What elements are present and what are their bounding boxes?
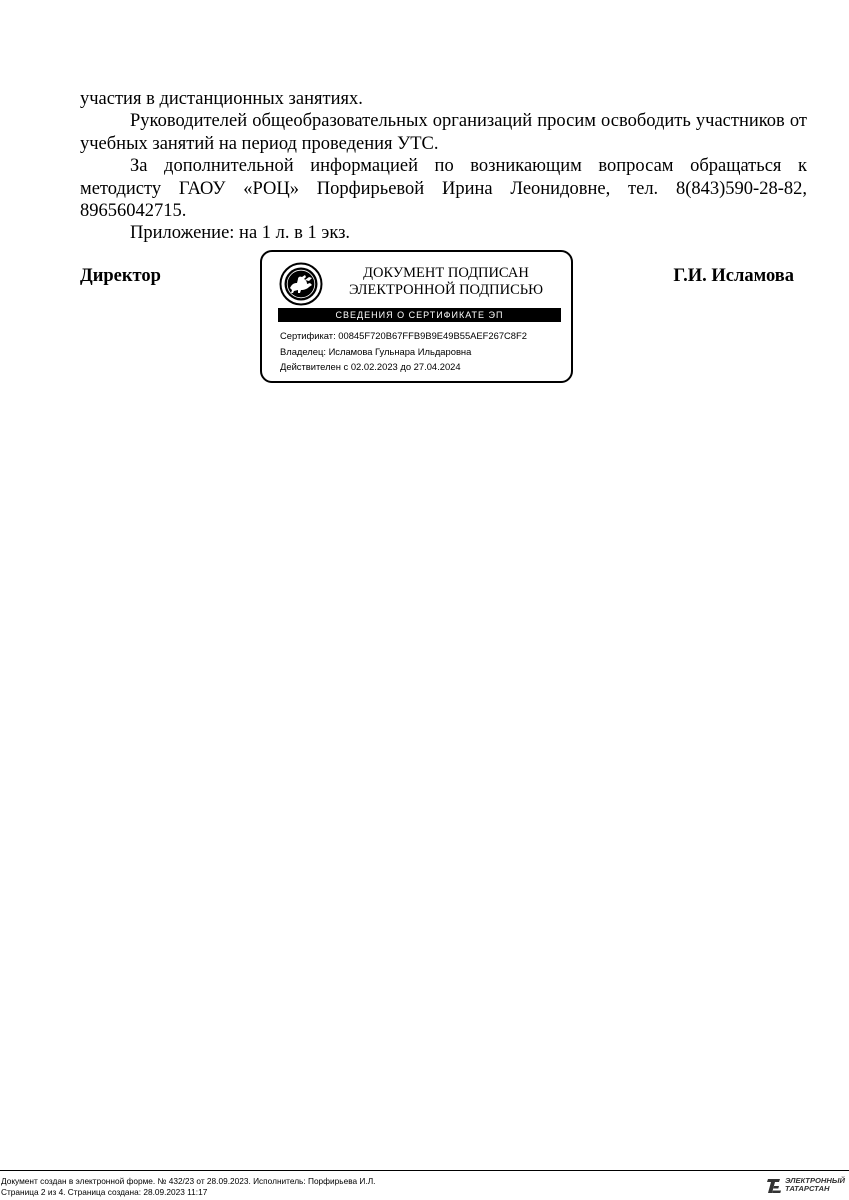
logo-wordmark-line: ТАТАРСТАН (785, 1184, 830, 1194)
signatory-name: Г.И. Исламова (673, 266, 794, 286)
body-paragraph: За дополнительной информацией по возникающим вопросам обращаться к методисту ГАОУ «РОЦ» Порфирьевой Ирина Леонидовне, тел. 8(843)590-28-82, 89656042715. (80, 156, 807, 222)
electronic-signature-stamp (260, 250, 573, 383)
footer-divider (0, 1170, 849, 1171)
body-paragraph: участия в дистанционных занятиях. (80, 89, 363, 109)
footer-info (1, 1176, 375, 1197)
logo-wordmark (785, 1177, 845, 1193)
attachment-note: Приложение: на 1 л. в 1 экз. (130, 223, 351, 244)
stamp-heading-line: ЭЛЕКТРОННОЙ ПОДПИСЬЮ (348, 282, 544, 298)
electronic-tatarstan-logo-icon (765, 1178, 783, 1194)
letter-body (80, 88, 807, 245)
certificate-number: Сертификат: 00845F720B67FFB9B9E49B55AEF267C8F2 (280, 330, 527, 341)
logo-wordmark-line: ЭЛЕКТРОННЫЙ (785, 1176, 845, 1185)
footer-page-info: Страница 2 из 4. Страница создана: 28.09.2023 11:17 (1, 1186, 208, 1197)
certificate-details (280, 328, 527, 375)
body-paragraph: Руководителей общеобразовательных организаций просим освободить участников от учебных занятий на период проведения УТС. (80, 111, 807, 154)
certificate-info-bar: СВЕДЕНИЯ О СЕРТИФИКАТЕ ЭП (278, 308, 561, 322)
certificate-owner: Владелец: Исламова Гульнара Ильдаровна (280, 345, 472, 357)
footer-document-info: Документ создан в электронной форме. № 432/23 от 28.09.2023. Исполнитель: Порфирьева И.Л. (1, 1176, 376, 1186)
stamp-heading (330, 265, 562, 299)
tatarstan-emblem-icon (279, 262, 323, 306)
certificate-validity: Действителен с 02.02.2023 до 27.04.2024 (280, 361, 461, 373)
stamp-heading-line: ДОКУМЕНТ ПОДПИСАН (363, 265, 529, 281)
signatory-title: Директор (80, 266, 161, 286)
electronic-tatarstan-logo (765, 1176, 845, 1196)
